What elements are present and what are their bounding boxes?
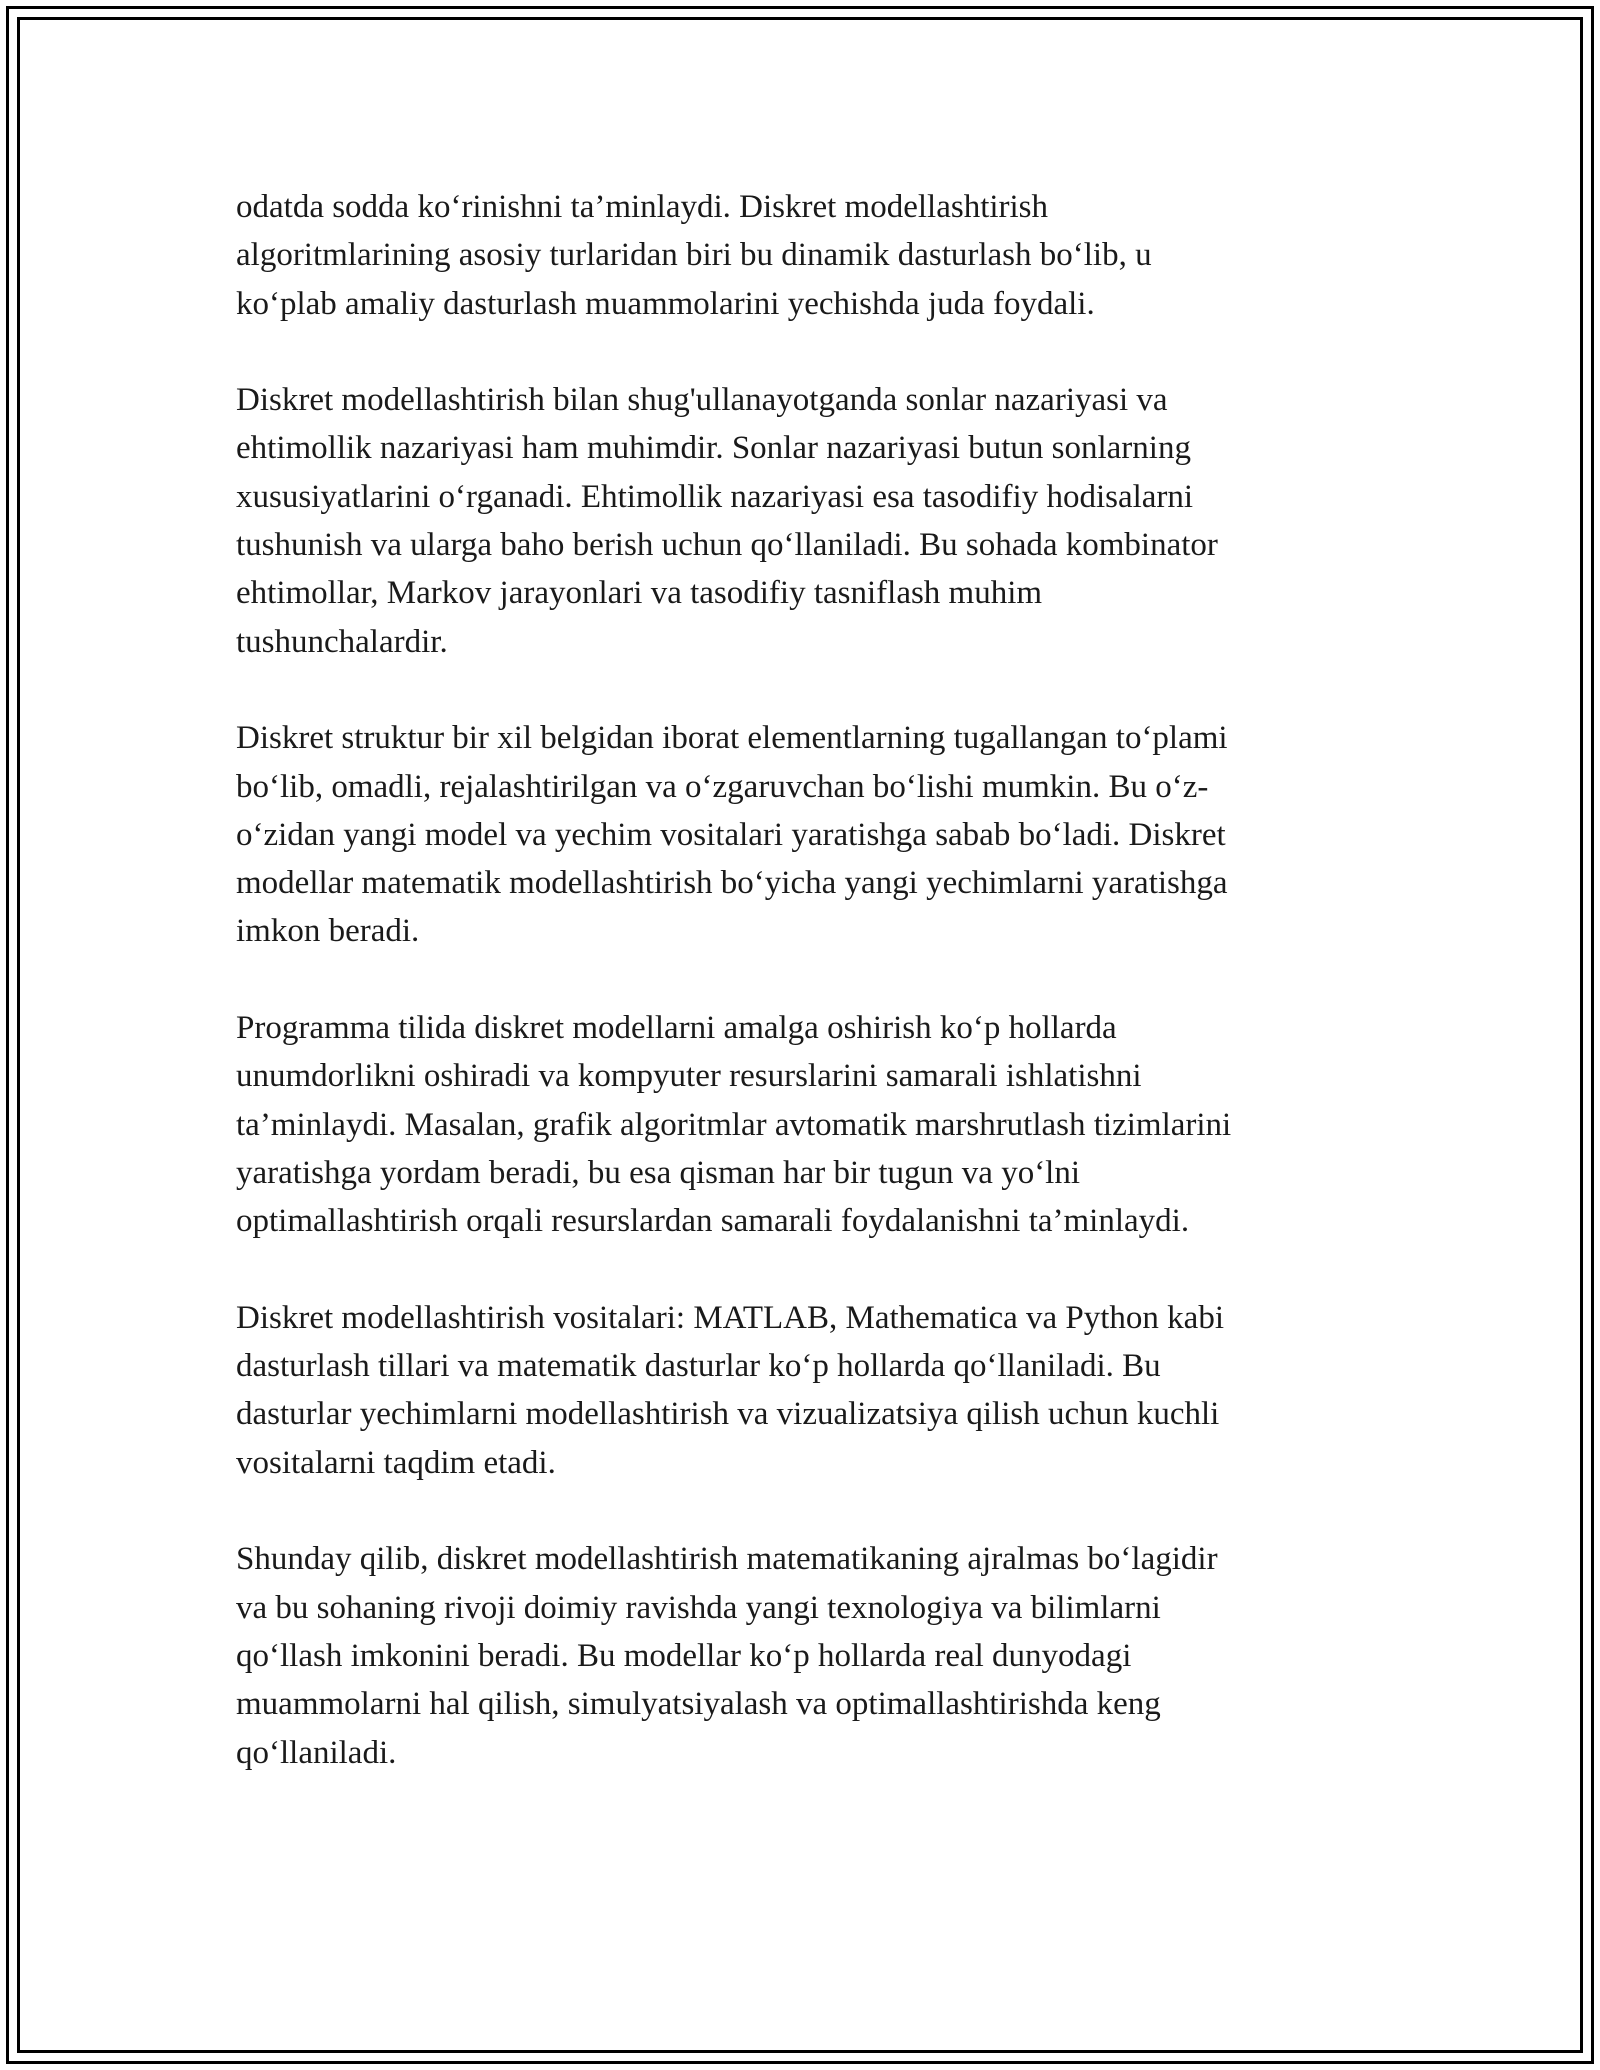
paragraph-1: odatda sodda ko‘rinishni ta’minlaydi. Diskret modellashtirish algoritmlarining asosiy turlaridan biri bu dinamik dasturlash bo‘lib, u ko‘plab amaliy dasturlash muammolarini yechishda juda foydali. [236,189,1152,322]
paragraph-4: Programma tilida diskret modellarni amalga oshirish ko‘p hollarda unumdorlikni oshiradi va kompyuter resurslarini samarali ishlatishni ta’minlaydi. Masalan, grafik algoritmlar avtomatik marshrutlash tizimlarini yaratishga yordam beradi, bu esa qisman har bir tugun va yo‘lni optimallashtirish orqali resurslardan samarali foydalanishni ta’minlaydi. [236,1010,1232,1240]
paragraph-2: Diskret modellashtirish bilan shug'ullanayotganda sonlar nazariyasi va ehtimollik nazariyasi ham muhimdir. Sonlar nazariyasi butun sonlarning xususiyatlarini o‘rganadi. Ehtimollik nazariyasi esa tasodifiy hodisalarni tushunish va ularga baho berish uchun qo‘llaniladi. Bu sohada kombinator ehtimollar, Markov jarayonlari va tasodifiy tasniflash muhim tushunchalardir. [236,382,1218,660]
paragraph-5: Diskret modellashtirish vositalari: MATLAB, Mathematica va Python kabi dasturlash tillari va matematik dasturlar ko‘p hollarda qo‘llaniladi. Bu dasturlar yechimlarni modellashtirish va vizualizatsiya qilish uchun kuchli vositalarni taqdim etadi. [236,1299,1225,1481]
paragraph-3: Diskret struktur bir xil belgidan iborat elementlarning tugallangan to‘plami bo‘lib, omadli, rejalashtirilgan va o‘zgaruvchan bo‘lishi mumkin. Bu o‘z- o‘zidan yangi model va yechim vositalari yaratishga sabab bo‘ladi. Diskret modellar matematik modellashtirish bo‘yicha yangi yechimlarni yaratishga imkon beradi. [236,720,1228,950]
document-body [236,183,1366,1825]
paragraph-6: Shunday qilib, diskret modellashtirish matematikaning ajralmas bo‘lagidir va bu sohaning rivoji doimiy ravishda yangi texnologiya va bilimlarni qo‘llash imkonini beradi. Bu modellar ko‘p hollarda real dunyodagi muammolarni hal qilish, simulyatsiyalash va optimallashtirishda keng qo‘llaniladi. [236,1541,1218,1771]
